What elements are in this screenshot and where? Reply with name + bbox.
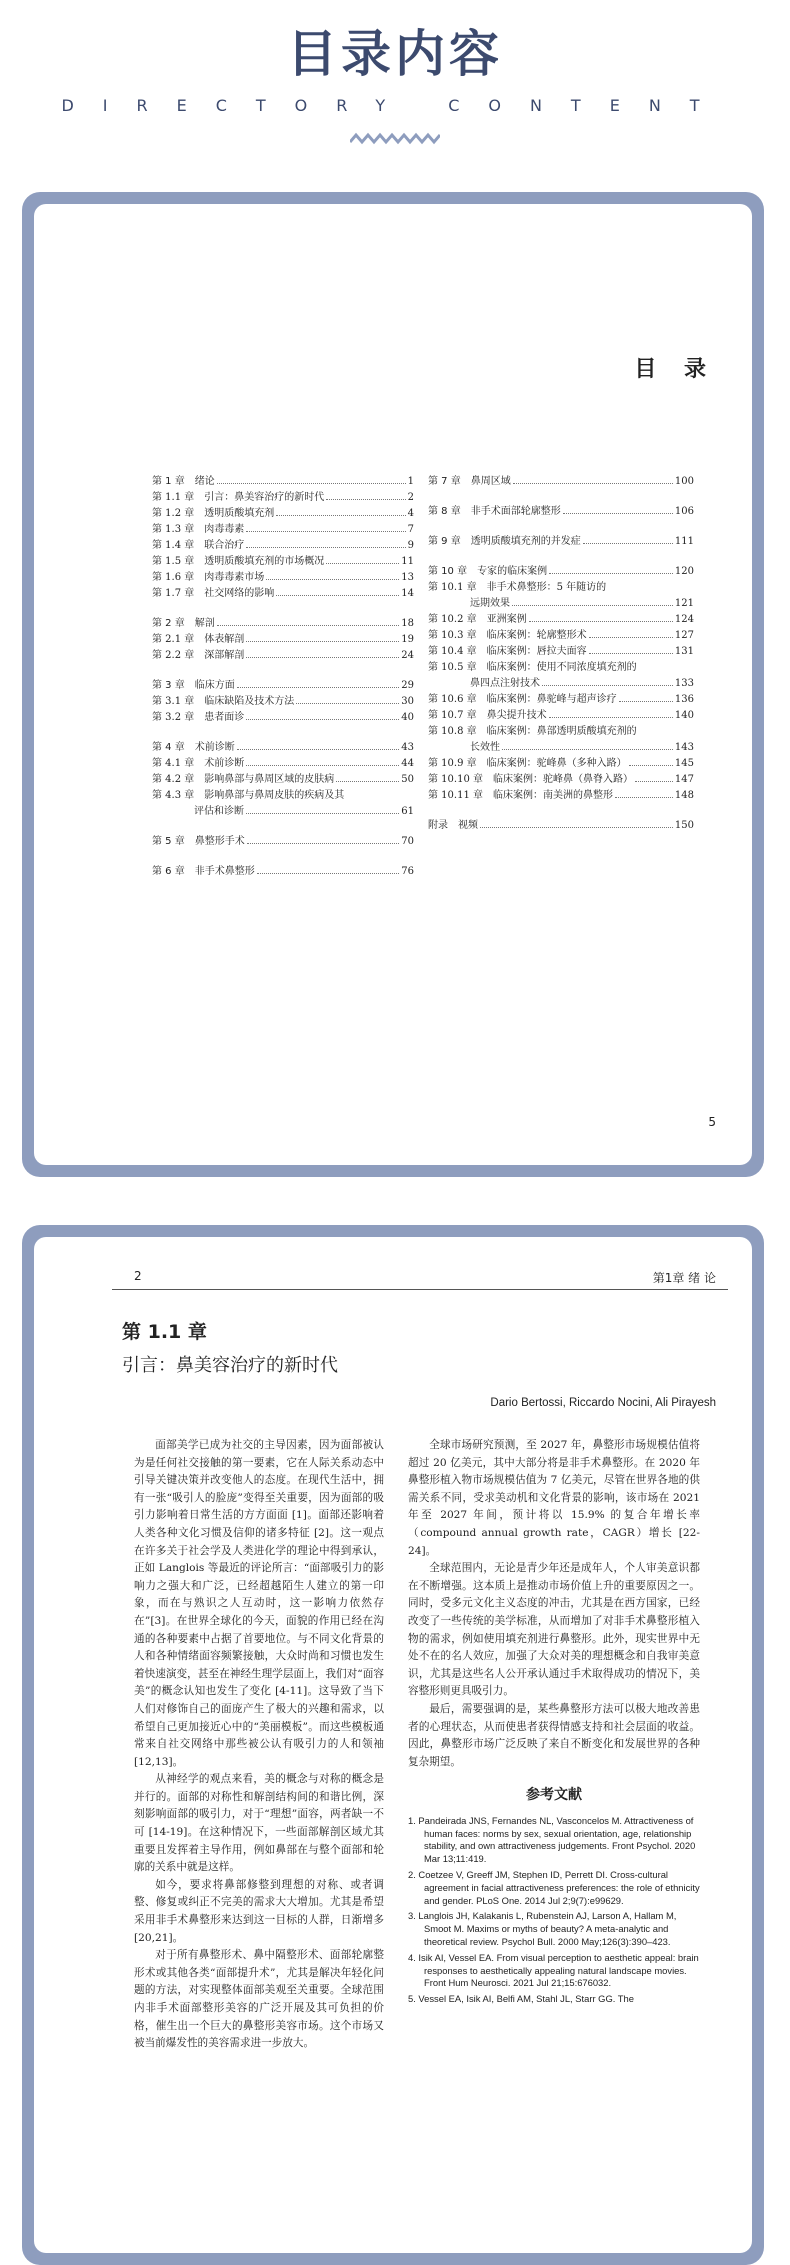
toc-entry-page: 40 <box>401 712 414 723</box>
body-paragraph: 如今，要求将鼻部修整到理想的对称、或者调整、修复或纠正不完美的需求大大增加。尤其是希望采用非手术鼻整形来达到这一目标的人群，日渐增多 [20,21]。 <box>134 1878 384 1944</box>
toc-entry-page: 9 <box>407 540 414 551</box>
toc-entry <box>152 772 414 788</box>
toc-leader-dots <box>480 827 673 828</box>
section-number: 第 1.1 章 <box>122 1321 207 1343</box>
toc-entry-page: 24 <box>401 650 414 661</box>
body-paragraph: 全球范围内，无论是青少年还是成年人，个人审美意识都在不断增强。这本质上是推动市场价值上升的重要原因之一。同时，受多元文化主义态度的冲击，尤其是在西方国家，已经改变了一些传统的美学标准，从而增加了对非手术鼻整形植入物的需求，例如使用填充剂进行鼻整形。此外，现实世界中无处不在的名人效应，加强了大众对美的理想概念和自我审美意识，尤其是这些名人公开承认通过手术取得成功的情况下，美容整形则更具吸引力。 <box>408 1562 700 1698</box>
toc-entry-page: 70 <box>401 836 414 847</box>
references-title: 参考文献 <box>526 1787 582 1804</box>
toc-entry <box>152 710 414 726</box>
toc-page <box>34 204 752 1165</box>
toc-entry-page: 143 <box>674 742 694 753</box>
toc-entry <box>428 612 694 628</box>
wave-divider-icon <box>350 132 440 146</box>
toc-entry <box>428 756 694 772</box>
toc-leader-dots <box>246 641 399 642</box>
toc-entry-label: 第 4 章 术前诊断 <box>152 742 235 753</box>
toc-entry-label: 第 1.7 章 社交网络的影响 <box>152 588 275 599</box>
toc-entry-label: 第 4.1 章 术前诊断 <box>152 758 245 769</box>
toc-leader-dots <box>589 637 673 638</box>
toc-leader-dots <box>296 703 399 704</box>
body-paragraph: 从神经学的观点来看，美的概念与对称的概念是并行的。面部的对称性和解剖结构间的和谐比例，深刻影响面部的吸引力，对于“理想”面容，两者缺一不可 [14-19]。在这种情况下，一些面部解剖区域尤其重要且发挥着主导作用，例如鼻部在与整个面部和轮廓的关系中就是这样。 <box>134 1773 384 1874</box>
toc-leader-dots <box>326 499 405 500</box>
toc-entry-label: 第 10.2 章 亚洲案例 <box>428 614 527 625</box>
toc-entry <box>428 724 694 740</box>
toc-leader-dots <box>629 765 673 766</box>
toc-entry-label: 第 1.3 章 肉毒毒素 <box>152 524 245 535</box>
toc-entry-page: 106 <box>674 506 694 517</box>
toc-entry <box>428 740 694 756</box>
toc-entry-page: 50 <box>401 774 414 785</box>
toc-entry-label: 第 10.3 章 临床案例：轮廓整形术 <box>428 630 587 641</box>
toc-entry-page: 147 <box>674 774 694 785</box>
toc-entry-label: 第 4.2 章 影响鼻部与鼻周区域的皮肤病 <box>152 774 335 785</box>
toc-leader-dots <box>246 547 405 548</box>
toc-chapter <box>152 864 414 880</box>
section-title: 引言：鼻美容治疗的新时代 <box>122 1355 338 1376</box>
toc-entry <box>428 772 694 788</box>
toc-chapter <box>152 740 414 756</box>
toc-entry-label: 第 10.6 章 临床案例：鼻驼峰与超声诊疗 <box>428 694 617 705</box>
toc-leader-dots <box>512 605 673 606</box>
toc-entry-label: 第 10.8 章 临床案例：鼻部透明质酸填充剂的 <box>428 726 637 737</box>
toc-leader-dots <box>237 749 400 750</box>
toc-entry <box>428 596 694 612</box>
toc-entry-label: 第 10 章 专家的临床案例 <box>428 566 548 577</box>
reference-item: 5. Vessel EA, Isik AI, Belfi AM, Stahl JL, Starr GG. The <box>408 1993 634 2005</box>
toc-entry-label: 第 2.1 章 体表解剖 <box>152 634 245 645</box>
toc-entry-page: 7 <box>407 524 414 535</box>
toc-leader-dots <box>502 749 673 750</box>
toc-leader-dots <box>589 653 673 654</box>
toc-leader-dots <box>583 543 673 544</box>
body-paragraph: 全球市场研究预测，至 2027 年，鼻整形市场规模估值将超过 20 亿美元，其中大部分将是非手术鼻整形。在 2020 年鼻整形植入物市场规模估值为 7 亿美元，尽管在世界各地的供需关系不同，受求美动机和文化背景的影响，该市场在 2021 年至 2027 年间，预计将以 15.9% 的复合年增长率（compound annual growth rate，CAGR）增长 [22-24]。 <box>408 1439 700 1557</box>
toc-entry <box>152 570 414 586</box>
toc-leader-dots <box>542 685 673 686</box>
page-number: 5 <box>708 1115 716 1129</box>
toc-entry-label: 第 10.5 章 临床案例：使用不同浓度填充剂的 <box>428 662 637 673</box>
toc-entry-label: 第 8 章 非手术面部轮廓整形 <box>428 506 561 517</box>
toc-leader-dots <box>549 717 673 718</box>
toc-leader-dots <box>326 563 399 564</box>
reference-item: 1. Pandeirada JNS, Fernandes NL, Vasconcelos M. Attractiveness of human faces: norms by sex, sexual orientation, age, relationship stability, and own attractiveness judgements. Front Psychol. 2020 Mar 13;11:419. <box>408 1814 696 1865</box>
toc-entry <box>428 676 694 692</box>
header-rule <box>112 1289 728 1290</box>
toc-entry-page: 29 <box>401 680 414 691</box>
toc-entry-label: 第 2 章 解剖 <box>152 618 215 629</box>
toc-entry-page: 136 <box>674 694 694 705</box>
toc-title: 目 录 <box>634 357 716 382</box>
toc-entry <box>152 632 414 648</box>
toc-entry-page: 140 <box>674 710 694 721</box>
toc-leader-dots <box>246 531 405 532</box>
toc-entry <box>152 522 414 538</box>
body-right-column <box>408 1437 700 2009</box>
toc-chapter <box>152 474 414 490</box>
toc-entry-page: 61 <box>401 806 414 817</box>
toc-leader-dots <box>563 513 673 514</box>
toc-entry-page: 120 <box>674 566 694 577</box>
toc-entry-page: 145 <box>674 758 694 769</box>
toc-entry-page: 100 <box>674 476 694 487</box>
toc-entry-page: 11 <box>401 556 414 567</box>
toc-entry <box>152 506 414 522</box>
toc-entry-label: 评估和诊断 <box>194 806 244 817</box>
toc-entry-page: 19 <box>401 634 414 645</box>
toc-entry-page: 76 <box>401 866 414 877</box>
toc-entry-page: 2 <box>407 492 414 503</box>
toc-entry-page: 150 <box>674 820 694 831</box>
toc-entry <box>428 692 694 708</box>
toc-chapter <box>152 834 414 850</box>
toc-entry-label: 第 10.4 章 临床案例：唇拉夫面容 <box>428 646 587 657</box>
toc-left-column <box>152 474 414 880</box>
text-page-frame <box>22 1225 764 2265</box>
toc-entry-label: 第 3.1 章 临床缺陷及技术方法 <box>152 696 295 707</box>
toc-entry-page: 127 <box>674 630 694 641</box>
toc-entry-page: 13 <box>401 572 414 583</box>
header-subtitle: DIRECTORY CONTENT <box>61 96 729 115</box>
toc-leader-dots <box>619 701 673 702</box>
toc-leader-dots <box>246 765 399 766</box>
toc-entry-page: 14 <box>401 588 414 599</box>
toc-chapter <box>428 504 694 520</box>
toc-entry-label: 第 10.10 章 临床案例：驼峰鼻（鼻脊入路） <box>428 774 633 785</box>
toc-entry <box>428 580 694 596</box>
toc-leader-dots <box>217 625 400 626</box>
toc-entry-label: 第 1.5 章 透明质酸填充剂的市场概况 <box>152 556 325 567</box>
toc-entry-label: 第 5 章 鼻整形手术 <box>152 836 245 847</box>
toc-entry-page: 30 <box>401 696 414 707</box>
toc-entry-page: 124 <box>674 614 694 625</box>
toc-entry-label: 第 1.2 章 透明质酸填充剂 <box>152 508 275 519</box>
toc-entry <box>152 804 414 820</box>
toc-leader-dots <box>246 657 399 658</box>
toc-right-column <box>428 474 694 834</box>
toc-entry-label: 第 7 章 鼻周区域 <box>428 476 511 487</box>
toc-leader-dots <box>513 483 673 484</box>
toc-entry-label: 远期效果 <box>470 598 510 609</box>
toc-entry <box>152 756 414 772</box>
toc-leader-dots <box>549 573 673 574</box>
toc-entry-label: 长效性 <box>470 742 500 753</box>
toc-entry <box>152 490 414 506</box>
toc-entry-label: 第 9 章 透明质酸填充剂的并发症 <box>428 536 581 547</box>
toc-chapter <box>428 564 694 580</box>
toc-chapter <box>152 616 414 632</box>
toc-entry <box>428 660 694 676</box>
toc-entry-page: 44 <box>401 758 414 769</box>
toc-leader-dots <box>217 483 406 484</box>
toc-entry <box>152 788 414 804</box>
toc-entry <box>152 648 414 664</box>
toc-leader-dots <box>237 687 400 688</box>
toc-page-frame <box>22 192 764 1177</box>
toc-leader-dots <box>276 595 399 596</box>
toc-entry-label: 第 1.1 章 引言：鼻美容治疗的新时代 <box>152 492 325 503</box>
body-right-paragraphs <box>408 1437 700 1771</box>
toc-entry-label: 第 2.2 章 深部解剖 <box>152 650 245 661</box>
toc-leader-dots <box>247 843 400 844</box>
toc-chapter <box>428 474 694 490</box>
toc-leader-dots <box>635 781 673 782</box>
toc-entry-label: 第 10.1 章 非手术鼻整形：5 年随访的 <box>428 582 607 593</box>
references-list <box>408 1815 700 2006</box>
toc-chapter <box>428 534 694 550</box>
running-header: 第1章 绪 论 <box>652 1271 716 1285</box>
body-paragraph: 最后，需要强调的是，某些鼻整形方法可以极大地改善患者的心理状态，从而使患者获得情感支持和社会层面的收益。因此，鼻整形市场广泛反映了来自不断变化和发展世界的各种复杂期望。 <box>408 1702 700 1768</box>
toc-entry-page: 43 <box>401 742 414 753</box>
toc-entry-label: 第 4.3 章 影响鼻部与鼻周皮肤的疾病及其 <box>152 790 345 801</box>
toc-entry-page: 121 <box>674 598 694 609</box>
toc-entry <box>152 538 414 554</box>
toc-entry-label: 第 1.4 章 联合治疗 <box>152 540 245 551</box>
reference-item: 2. Coetzee V, Greeff JM, Stephen ID, Perrett DI. Cross-cultural agreement in facial attractiveness preferences: the role of ethnicity and gender. PLoS One. 2014 Jul 2;9(7):e99629. <box>408 1869 700 1906</box>
toc-entry-label: 第 6 章 非手术鼻整形 <box>152 866 255 877</box>
toc-entry-label: 第 1.6 章 肉毒毒素市场 <box>152 572 265 583</box>
reference-item: 4. Isik AI, Vessel EA. From visual perception to aesthetic appeal: brain responses to aesthetically appealing natural landscape movies. Front Hum Neurosci. 2021 Jul 21;15:676032. <box>408 1951 699 1989</box>
toc-entry <box>428 708 694 724</box>
toc-entry-page: 18 <box>401 618 414 629</box>
toc-entry <box>152 554 414 570</box>
body-paragraph: 面部美学已成为社交的主导因素，因为面部被认为是任何社交接触的第一要素，它在人际关系动态中引导关键决策并改变他人的态度。在现代生活中，拥有一张“吸引人的脸庞”变得至关重要，因为面部的吸引力影响着日常生活的方方面面 [1]。面部还影响着人类各种文化习惯及信仰的诸多特征 [2]。这一观点在许多关于社会学及人类进化学的理论中得到承认，正如 Langlois 等最近的评论所言：“面部吸引力的影响力之强大和广泛，已经超越陌生人建立的第一印象，而在与熟识之人互动时，这一影响力依然存在”[3]。在世界全球化的今天，面貌的作用已经在沟通的各种要素中占据了首要地位。与不同文化背景的人和各种情绪面容频繁接触，大众时尚和习惯也发生着快速演变，甚至在神经生理学层面上，我们对“面容美”的概念认知也发生了变化 [4-11]。这导致了当下人们对修饰自己的面庞产生了极大的兴趣和需求，以希望自己更加接近心中的“美丽模板”。而这些模板通常来自社交网络中那些被公认有吸引力的人和领袖 [12,13]。 <box>134 1439 384 1768</box>
toc-entry-page: 1 <box>407 476 414 487</box>
body-left-column <box>134 1437 384 2053</box>
toc-entry <box>152 586 414 602</box>
toc-chapter <box>428 818 694 834</box>
toc-leader-dots <box>529 621 673 622</box>
toc-entry <box>152 694 414 710</box>
toc-entry <box>428 644 694 660</box>
toc-leader-dots <box>246 719 399 720</box>
page-number: 2 <box>134 1269 142 1283</box>
toc-entry-page: 148 <box>674 790 694 801</box>
toc-entry-label: 第 3 章 临床方面 <box>152 680 235 691</box>
toc-entry-page: 133 <box>674 678 694 689</box>
authors: Dario Bertossi, Riccardo Nocini, Ali Pirayesh <box>490 1397 716 1409</box>
toc-leader-dots <box>246 813 399 814</box>
toc-chapter <box>152 678 414 694</box>
toc-leader-dots <box>615 797 673 798</box>
toc-entry-label: 第 10.7 章 鼻尖提升技术 <box>428 710 547 721</box>
toc-entry-label: 第 3.2 章 患者面诊 <box>152 712 245 723</box>
header <box>0 0 790 190</box>
reference-item: 3. Langlois JH, Kalakanis L, Rubenstein AJ, Larson A, Hallam M, Smoot M. Maxims or myths of beauty? A meta-analytic and theoretical review. Psychol Bull. 2000 May;126(3):390–423. <box>408 1910 677 1948</box>
toc-leader-dots <box>276 515 405 516</box>
toc-entry-label: 鼻四点注射技术 <box>470 678 540 689</box>
body-paragraph: 对于所有鼻整形术、鼻中隔整形术、面部轮廓整形术或其他各类“面部提升术”，尤其是解决年轻化问题的方法，对实现整体面部美观至关重要。全球范围内非手术面部整形美容的广泛开展及其可负担的价格，催生出一个巨大的鼻整形美容市场。这个市场又被当前爆发性的美容需求进一步放大。 <box>134 1949 384 2050</box>
toc-entry-page: 4 <box>407 508 414 519</box>
toc-entry-page: 131 <box>674 646 694 657</box>
toc-entry-label: 附录 视频 <box>428 820 478 831</box>
toc-leader-dots <box>266 579 399 580</box>
toc-entry <box>428 628 694 644</box>
toc-leader-dots <box>257 873 400 874</box>
toc-leader-dots <box>336 781 399 782</box>
toc-entry <box>428 788 694 804</box>
toc-entry-page: 111 <box>674 536 694 547</box>
toc-entry-label: 第 10.11 章 临床案例：南美洲的鼻整形 <box>428 790 613 801</box>
toc-entry-label: 第 10.9 章 临床案例：驼峰鼻（多种入路） <box>428 758 627 769</box>
header-title: 目录内容 <box>287 25 503 83</box>
toc-entry-label: 第 1 章 绪论 <box>152 476 215 487</box>
text-page <box>34 1237 752 2253</box>
